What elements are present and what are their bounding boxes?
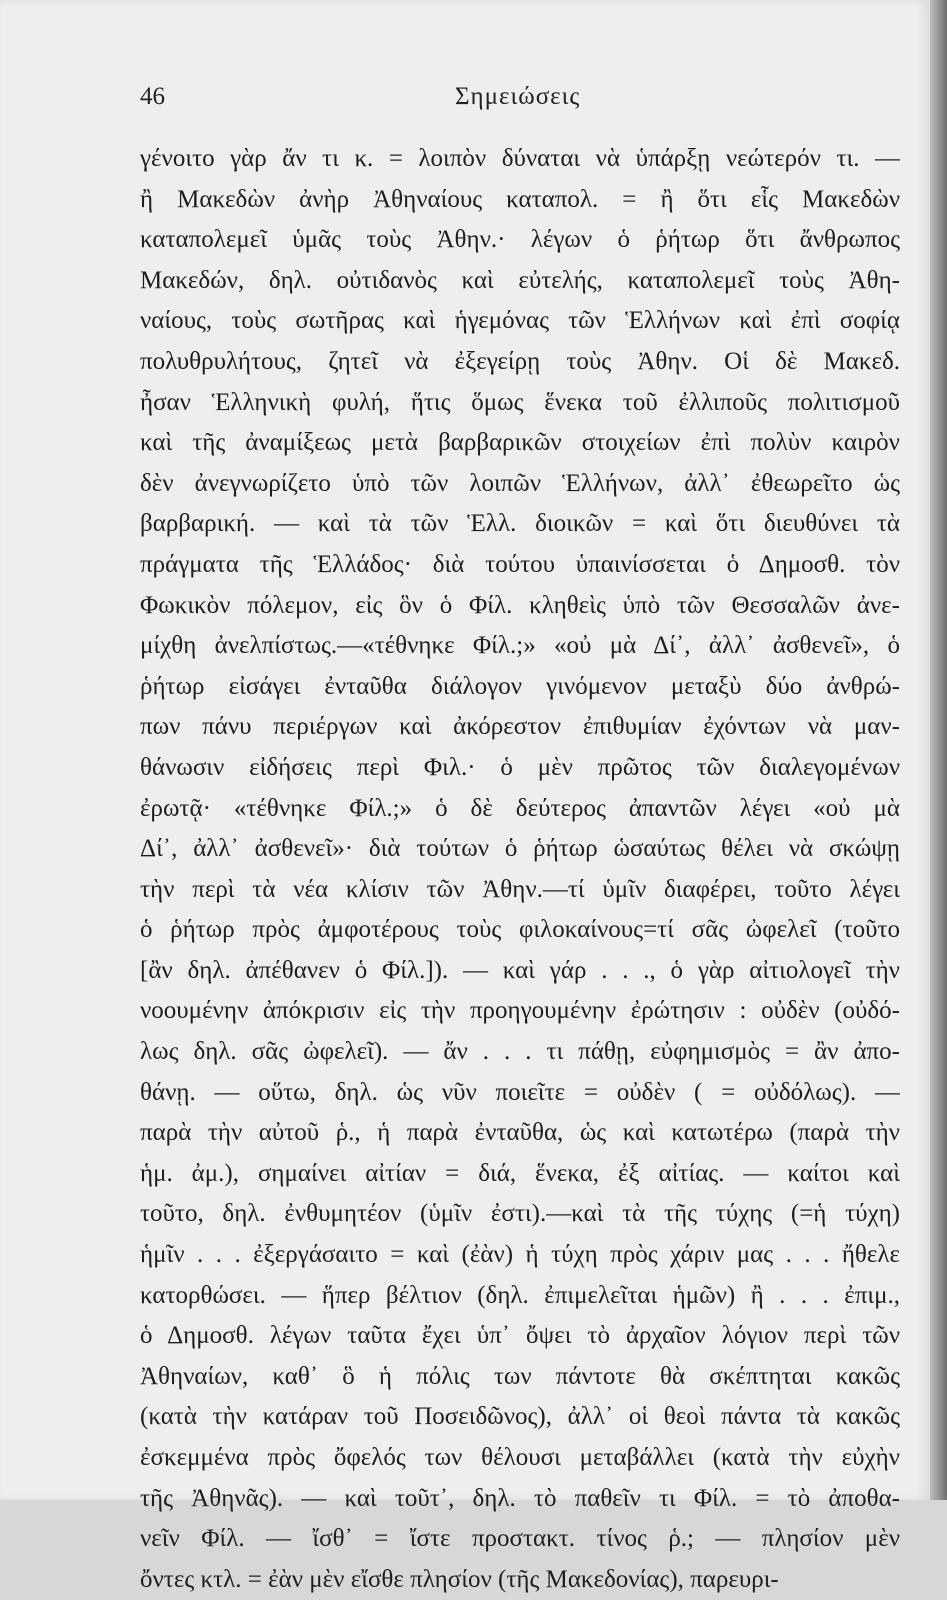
text-line: ἡμῖν . . . ἐξεργάσαιτο = καὶ (ἐὰν) ἡ τύχη πρὸς χάριν μας . . . ἤθελε <box>140 1241 900 1269</box>
text-line: ἢ Μακεδὼν ἀνὴρ Ἀθηναίους καταπολ. = ἢ ὅτι εἷς Μακεδὼν <box>140 185 900 213</box>
text-line: ἐσκεμμένα πρὸς ὄφελός των θέλουσι μεταβάλλει (κατὰ τὴν εὐχὴν <box>140 1444 900 1471</box>
text-line: ναίους, τοὺς σωτῆρας καὶ ἡγεμόνας τῶν Ἑλλήνων καὶ ἐπὶ σοφίᾳ <box>140 307 900 335</box>
text-line: ὄντες κτλ. = ἐὰν μὲν εἴσθε πλησίον (τῆς Μακεδονίας), παρευρι- <box>140 1565 779 1593</box>
text-line: λως δηλ. σᾶς ὠφελεῖ). — ἄν . . . τι πάθῃ, εὐφημισμὸς = ἂν ἀπο- <box>140 1038 900 1066</box>
text-line: καὶ τῆς ἀναμίξεως μετὰ βαρβαρικῶν στοιχείων ἐπὶ πολὺν καιρὸν <box>140 429 900 457</box>
text-line: πων πάνυ περιέργων καὶ ἀκόρεστον ἐπιθυμίαν ἐχόντων νὰ μαν- <box>140 713 900 741</box>
text-line: ὁ Δημοσθ. λέγων ταῦτα ἔχει ὑπ᾽ ὄψει τὸ ἀρχαῖον λόγιον περὶ τῶν <box>140 1322 900 1350</box>
text-line: τοῦτο, δηλ. ἐνθυμητέον (ὑμῖν ἐστι).—καὶ τὰ τῆς τύχης (=ἡ τύχη) <box>140 1200 900 1228</box>
text-line: [ἂν δηλ. ἀπέθανεν ὁ Φίλ.]). — καὶ γάρ . . ., ὁ γὰρ αἰτιολογεῖ τὴν <box>140 956 900 984</box>
text-line: κατορθώσει. — ἥπερ βέλτιον (δηλ. ἐπιμελεῖται ἡμῶν) ἢ . . . ἐπιμ., <box>140 1281 900 1309</box>
text-line: νεῖν Φίλ. — ἴσθ᾽ = ἴστε προστακτ. τίνος ῥ.; — πλησίον μὲν <box>140 1525 900 1553</box>
text-line: Μακεδών, δηλ. οὐτιδανὸς καὶ εὐτελής, καταπολεμεῖ τοὺς Ἀθη- <box>140 266 900 294</box>
text-line: θάνῃ. — οὕτω, δηλ. ὡς νῦν ποιεῖτε = οὐδὲν ( = οὐδόλως). — <box>140 1078 900 1106</box>
text-line: (κατὰ τὴν κατάραν τοῦ Ποσειδῶνος), ἀλλ᾽ οἱ θεοὶ πάντα τὰ κακῶς <box>140 1403 900 1431</box>
text-line: νοουμένην ἀπόκρισιν εἰς τὴν προηγουμένην ἐρώτησιν : οὐδὲν (οὐδό- <box>140 997 900 1025</box>
text-line: πράγματα τῆς Ἑλλάδος· διὰ τούτου ὑπαινίσσεται ὁ Δημοσθ. τὸν <box>140 550 900 578</box>
text-line: ὁ ῥήτωρ πρὸς ἀμφοτέρους τοὺς φιλοκαίνους=τί σᾶς ὠφελεῖ (τοῦτο <box>140 916 900 944</box>
text-line: ἦσαν Ἑλληνικὴ φυλή, ἥτις ὅμως ἕνεκα τοῦ ἐλλιποῦς πολιτισμοῦ <box>140 388 900 416</box>
text-line: δὲν ἀνεγνωρίζετο ὑπὸ τῶν λοιπῶν Ἑλλήνων, ἀλλ᾽ ἐθεωρεῖτο ὡς <box>140 469 900 497</box>
running-head: Σημειώσεις <box>455 83 581 110</box>
text-line: μίχθη ἀνελπίστως.—«τέθνηκε Φίλ.;» «οὐ μὰ Δί᾽, ἀλλ᾽ ἀσθενεῖ», ὁ <box>140 632 900 660</box>
text-line: πολυθρυλήτους, ζητεῖ νὰ ἐξεγείρῃ τοὺς Ἀθην. Οἱ δὲ Μακεδ. <box>140 347 900 375</box>
text-line: Δί᾽, ἀλλ᾽ ἀσθενεῖ»· διὰ τούτων ὁ ῥήτωρ ὡσαύτως θέλει νὰ σκώψῃ <box>140 835 900 863</box>
text-line: γένοιτο γὰρ ἄν τι κ. = λοιπὸν δύναται νὰ ὑπάρξῃ νεώτερόν τι. — <box>140 145 900 172</box>
text-line: ἡμ. ἀμ.), σημαίνει αἰτίαν = διά, ἕνεκα, ἐξ αἰτίας. — καίτοι καὶ <box>140 1159 900 1187</box>
text-line: ἐρωτᾷ· «τέθνηκε Φίλ.;» ὁ δὲ δεύτερος ἀπαντῶν λέγει «οὐ μὰ <box>140 794 900 822</box>
text-line: θάνωσιν εἰδήσεις περὶ Φιλ.· ὁ μὲν πρῶτος τῶν διαλεγομένων <box>140 753 900 781</box>
text-line: τὴν περὶ τὰ νέα κλίσιν τῶν Ἀθην.—τί ὑμῖν διαφέρει, τοῦτο λέγει <box>140 875 900 903</box>
page-header <box>140 83 900 119</box>
text-line: τῆς Ἀθηνᾶς). — καὶ τοῦτ᾽, δηλ. τὸ παθεῖν τι Φίλ. = τὸ ἀποθα- <box>140 1484 900 1512</box>
page-edge-shadow <box>930 0 947 1500</box>
text-line: ῥήτωρ εἰσάγει ἐνταῦθα διάλογον γινόμενον μεταξὺ δύο ἀνθρώ- <box>140 672 900 700</box>
text-line: Ἀθηναίων, καθ᾽ ὃ ἡ πόλις των πάντοτε θὰ σκέπτηται κακῶς <box>140 1362 900 1390</box>
text-line: Φωκικὸν πόλεμον, εἰς ὃν ὁ Φίλ. κληθεὶς ὑπὸ τῶν Θεσσαλῶν ἀνε- <box>140 591 900 619</box>
text-line: καταπολεμεῖ ὑμᾶς τοὺς Ἀθην.· λέγων ὁ ῥήτωρ ὅτι ἄνθρωπος <box>140 226 900 254</box>
page-number: 46 <box>140 83 165 110</box>
text-line: βαρβαρική. — καὶ τὰ τῶν Ἑλλ. διοικῶν = καὶ ὅτι διευθύνει τὰ <box>140 510 900 538</box>
text-line: παρὰ τὴν αὐτοῦ ῥ., ἡ παρὰ ἐνταῦθα, ὡς καὶ κατωτέρω (παρὰ τὴν <box>140 1119 900 1147</box>
notes-text-block <box>140 139 900 1600</box>
